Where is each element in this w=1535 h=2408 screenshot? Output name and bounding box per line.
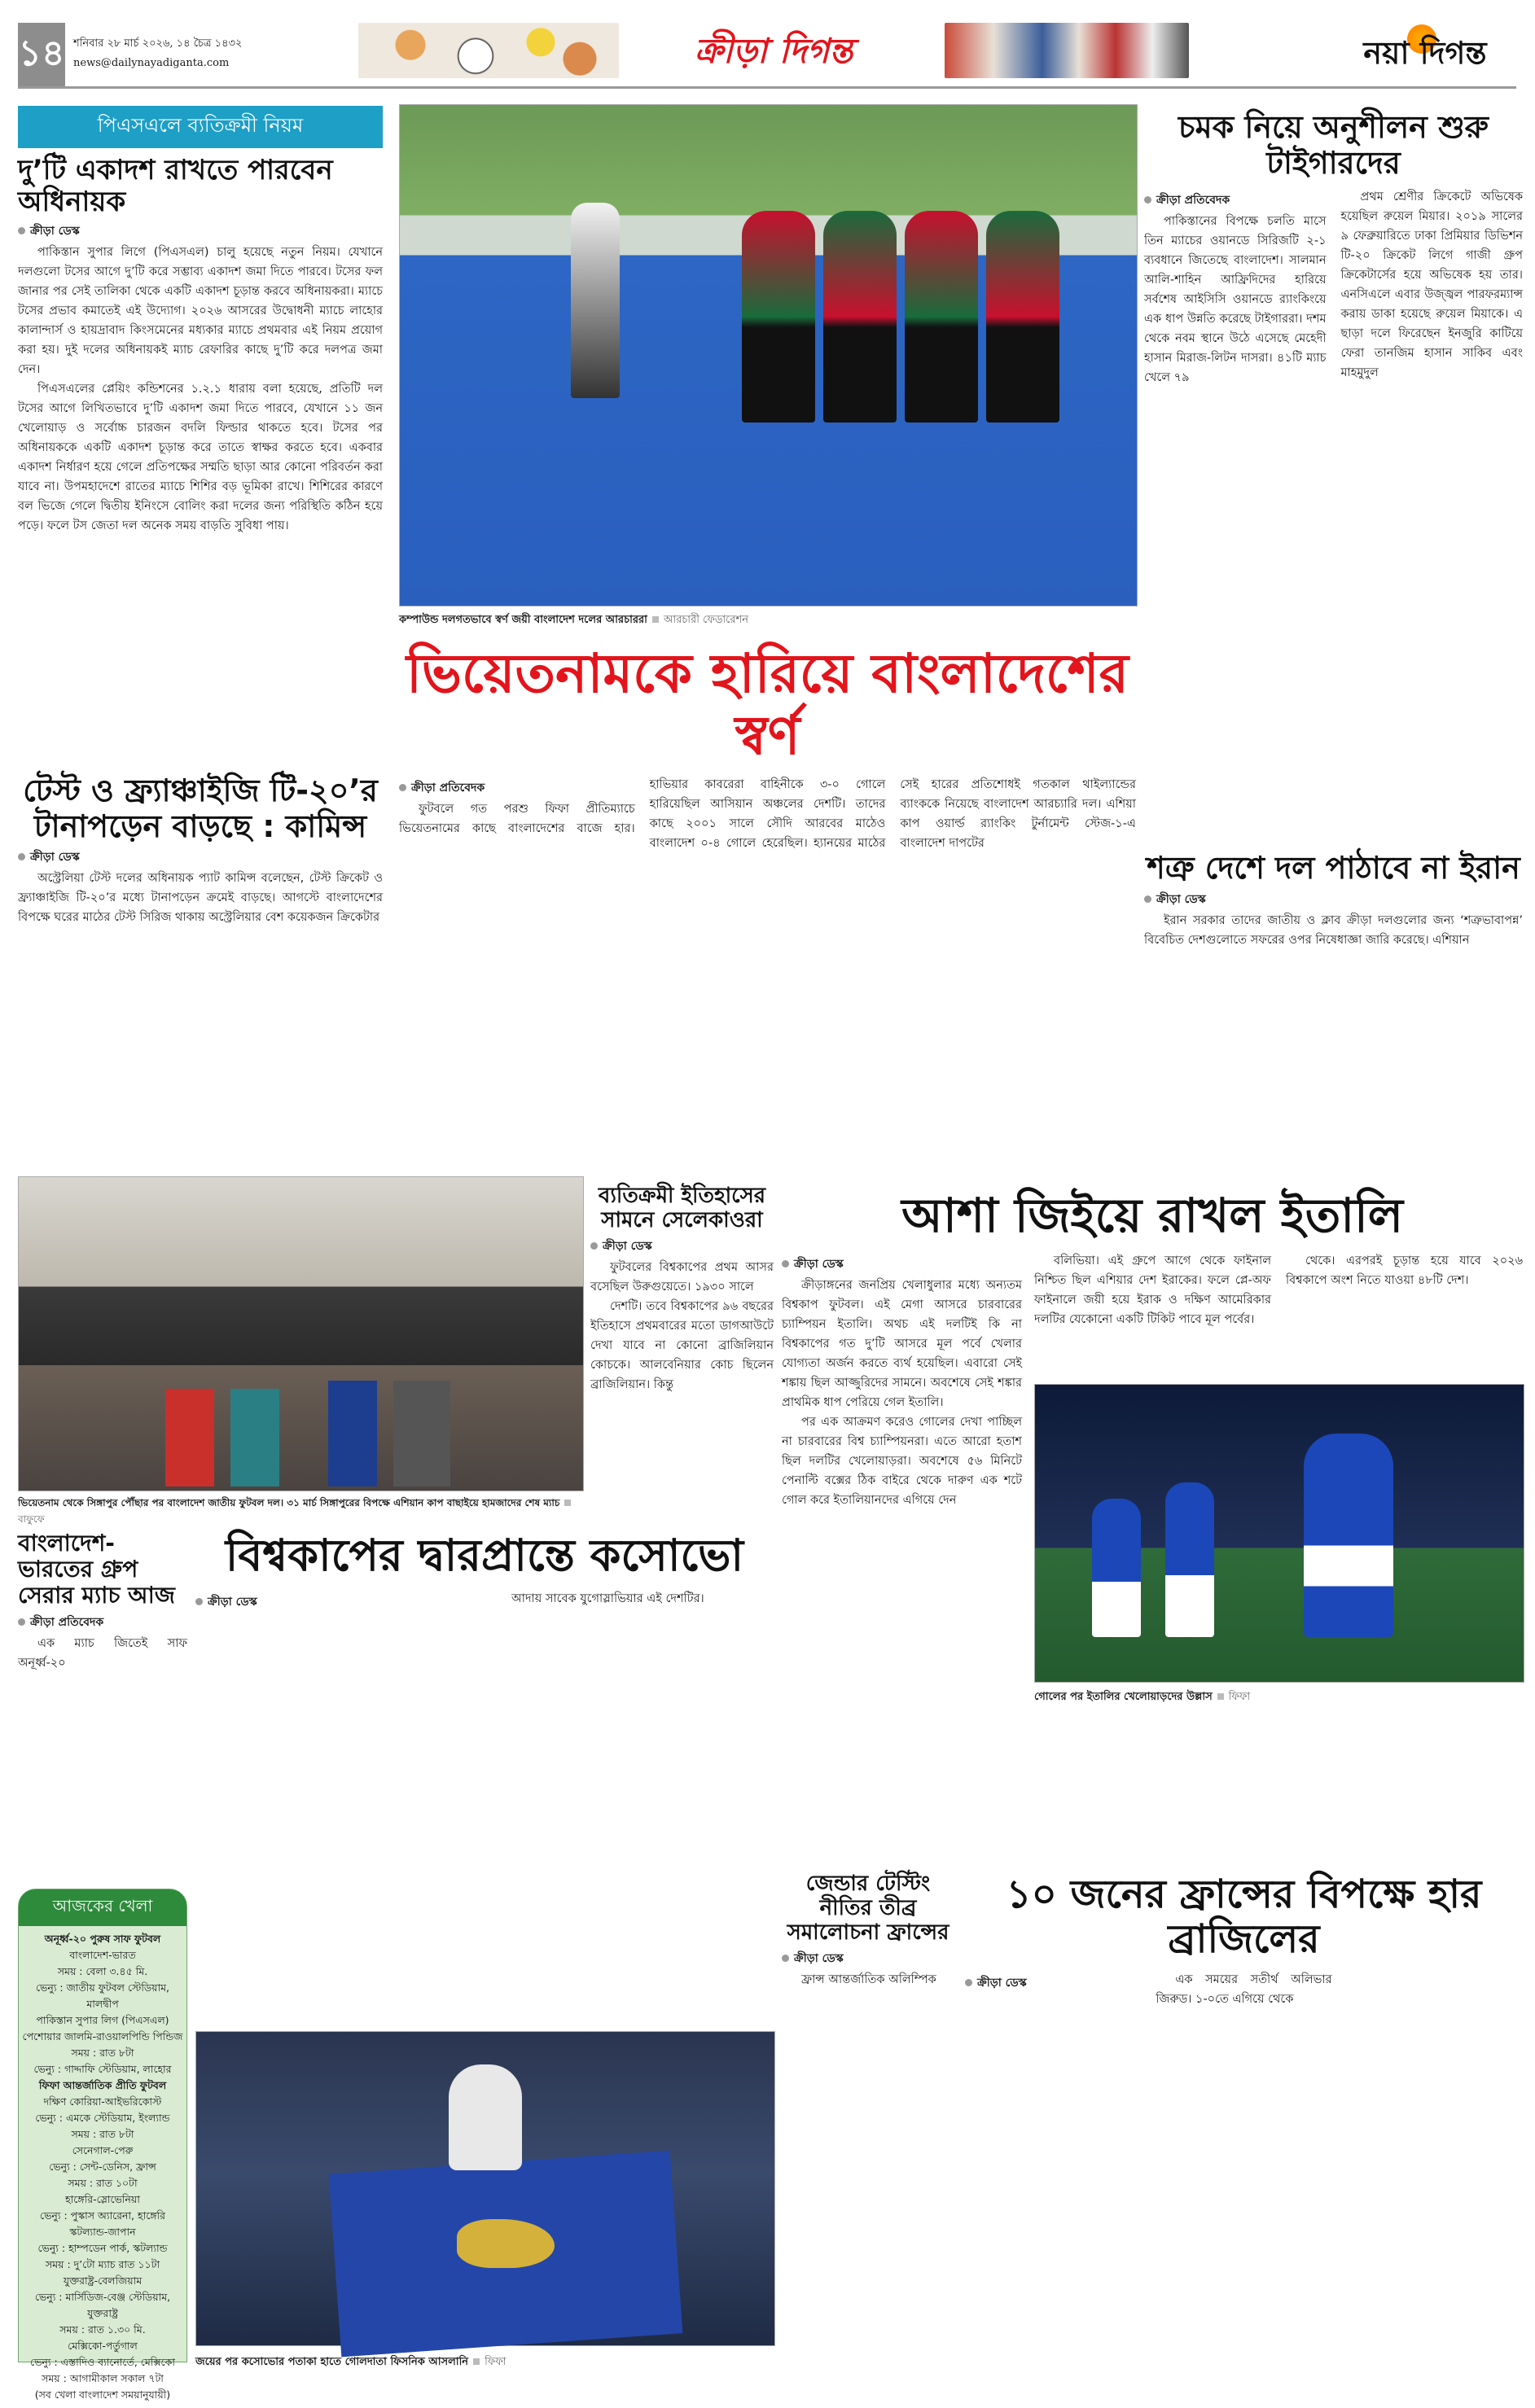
article-bd-india bbox=[18, 1530, 187, 1673]
italy-celebration-photo bbox=[1034, 1384, 1524, 1683]
schedule-line: বাংলাদেশ-ভারত bbox=[69, 1949, 136, 1961]
paragraph: ক্রীড়াঙ্গনের জনপ্রিয় খেলাধুলার মধ্যে অন্যতম বিশ্বকাপ ফুটবল। এই মেগা আসরে চারবারের চ্যাম্পিয়ন ইতালি। অথচ এই দলটিই কি না বিশ্বকাপের গত দু’টি আসরে মূল পর্বে খেলার যোগ্যতা অর্জন করতে ব্যর্থ হয়েছিল। এবারো সেই শঙ্কায় ছিল আজ্জুরিদের সামনে। অবশেষে সেই শঙ্কার প্রাথমিক ধাপ পেরিয়ে গেল ইতালি। bbox=[782, 1278, 1022, 1409]
schedule-title: আজকের খেলা bbox=[19, 1889, 186, 1926]
schedule-line: সময় : রাত ১.৩০ মি. bbox=[59, 2323, 146, 2336]
headline: বিশ্বকাপের দ্বারপ্রান্তে কসোভো bbox=[225, 1530, 744, 1581]
article-brazil bbox=[965, 1872, 1523, 2009]
paragraph: পিএসএলের প্লেয়িং কন্ডিশনের ১.২.১ ধারায় বলা হয়েছে, প্রতিটি দল টসের আগে লিখিতভাবে দু’টি একাদশ জমা দিতে পারবে, যেখানে ১১ জন খেলোয়াড় ও সর্বোচ্চ চারজন বদলি ফিল্ডার থাকতে হবে। টসের পর অধিনায়ককে একটি একাদশ চূড়ান্ত করে তাতে স্বাক্ষর করতে হবে। একবার একাদশ নির্ধারণ হয়ে গেলে প্রতিপক্ষের সম্মতি ছাড়া আর কোনো পরিবর্তন করা যাবে না। উপমহাদেশে রাতের ম্যাচে শিশির বড় ভূমিকা রাখে। শিশিরের কারণে বল ভিজে গেলে দ্বিতীয় ইনিংসে বোলিং করা দলের জন্য পরিস্থিতি কঠিন হয়ে পড়ে। ফলে টস জেতা দল অনেক সময় বাড়তি সুবিধা পায়। bbox=[18, 383, 383, 533]
headline: বাংলাদেশ-ভারতের গ্রুপ সেরার ম্যাচ আজ bbox=[18, 1530, 175, 1609]
photo-caption: জয়ের পর কসোভোর পতাকা হাতে গোলদাতা ফিসনিক আসলানি ফিফা bbox=[195, 2356, 507, 2368]
article-body bbox=[782, 1251, 1022, 1510]
page-number: ১৪ bbox=[18, 23, 65, 88]
schedule-line: ভেন্যু : জাতীয় ফুটবল স্টেডিয়াম, মালদ্বীপ bbox=[35, 1981, 170, 2010]
paragraph: পাকিস্তান সুপার লিগে (পিএসএল) চালু হয়েছে নতুন নিয়ম। যেখানে দলগুলো টসের আগে দু’টি করে সম্ভাব্য একাদশ জমা দিতে পারবে। টসের ফল জানার পর সেই তালিকা থেকে একটি একাদশ চূড়ান্ত করবে অধিনায়করা। ম্যাচে টসের প্রভাব কমাতেই এই উদ্যোগ। ২০২৬ আসরের উদ্বোধনী ম্যাচে লাহোর কালান্দার্স ও হায়দ্রাবাদ কিংসমেনের মধ্যকার ম্যাচে প্রথমবার এই নিয়ম প্রয়োগ করা হয়। দুই দলের অধিনায়কই ম্যাচ রেফারির কাছে দু’টি করে দলপত্র জমা দেন। bbox=[18, 246, 383, 377]
paragraph: ইরান সরকার তাদের জাতীয় ও ক্লাব ক্রীড়া দলগুলোর জন্য ‘শত্রুভাবাপন্ন’ বিবেচিত দেশগুলোতে সফরের ওপর নিষেধাজ্ঞা জারি করেছে। এশিয়ান bbox=[1144, 913, 1523, 947]
headline: টেস্ট ও ফ্র্যাঞ্চাইজি টি-২০’র টানাপড়েন বাড়ছে : কামিন্স bbox=[23, 773, 378, 844]
todays-games-box bbox=[18, 1889, 187, 2401]
contact-email[interactable]: news@dailynayadiganta.com bbox=[73, 57, 230, 69]
headline: চমক নিয়ে অনুশীলন শুরু টাইগারদের bbox=[1178, 109, 1489, 181]
schedule-line: সেনেগাল-পেরু bbox=[72, 2144, 134, 2156]
article-body-cont bbox=[1034, 1251, 1523, 1329]
dateline bbox=[73, 34, 242, 73]
article-body bbox=[1144, 187, 1523, 387]
photo-caption: ভিয়েতনাম থেকে সিঙ্গাপুর পৌঁছার পর বাংলাদেশ জাতীয় ফুটবল দল। ৩১ মার্চ সিঙ্গাপুরের বিপক্ষে এশিয়ান কাপ বাছাইয়ে হামজাদের শেষ ম্যাচবাফুফে bbox=[18, 1496, 582, 1529]
schedule-line: হাঙ্গেরি-স্লোভেনিয়া bbox=[65, 2193, 140, 2205]
schedule-line: অনূর্ধ্ব-২০ পুরুষ সাফ ফুটবল bbox=[44, 1933, 161, 1945]
photo-caption: কম্পাউন্ড দলগতভাবে স্বর্ণ জয়ী বাংলাদেশ দলের আরচাররা আরচারী ফেডারেশন bbox=[399, 614, 748, 626]
article-body bbox=[1144, 911, 1523, 950]
article-body bbox=[18, 243, 383, 536]
headline: আশা জিইয়ে রাখল ইতালি bbox=[901, 1188, 1403, 1243]
article-psl bbox=[18, 106, 383, 536]
paragraph: বলিভিয়া। এই গ্রুপে আগে থেকে ফাইনাল নিশ্চিত ছিল এশিয়ার দেশ ইরাকের। ফলে প্লে-অফ ফাইনালে জয়ী হয়ে ইরাক ও দক্ষিণ আমেরিকার দলটির যেকোনো একটি টিকিট পাবে মূল পর্বের। bbox=[1034, 1254, 1271, 1326]
schedule-line: যুক্তরাষ্ট্র-বেলজিয়াম bbox=[63, 2274, 143, 2287]
article-body bbox=[18, 869, 383, 927]
paragraph: এক সময়ের সতীর্থ অলিভার জিরুড। ১-০তে এগিয়ে থেকে bbox=[1156, 1973, 1332, 2007]
byline: ক্রীড়া ডেস্ক bbox=[782, 1949, 954, 1968]
schedule-line: মেক্সিকো-পর্তুগাল bbox=[68, 2340, 138, 2352]
article-gender bbox=[782, 1872, 954, 1990]
schedule-line: সময় : রাত ৮টা bbox=[71, 2128, 134, 2140]
article-iran bbox=[1144, 851, 1523, 950]
article-body bbox=[965, 1970, 1523, 2009]
paragraph: থেকে। এরপরই চূড়ান্ত হয়ে যাবে ২০২৬ বিশ্বকাপে অংশ নিতে যাওয়া ৪৮টি দেশ। bbox=[1286, 1254, 1523, 1287]
schedule-line: পাকিস্তান সুপার লিগ (পিএসএল) bbox=[36, 2014, 169, 2026]
schedule-line: সময় : বেলা ৩.৪৫ মি. bbox=[57, 1965, 148, 1977]
archery-team-photo bbox=[399, 104, 1138, 606]
schedule-line: (সব খেলা বাংলাদেশ সময়ানুযায়ী) bbox=[34, 2388, 171, 2401]
article-kosovo bbox=[195, 1530, 774, 1612]
byline: ক্রীড়া ডেস্ক bbox=[18, 847, 383, 867]
paragraph: এক ম্যাচ জিতেই সাফ অনূর্ধ্ব-২০ bbox=[18, 1636, 187, 1670]
headline: জেন্ডার টেস্টিং নীতির তীব্র সমালোচনা ফ্রান্সের bbox=[787, 1872, 950, 1945]
byline: ক্রীড়া প্রতিবেদক bbox=[18, 1613, 187, 1632]
schedule-line: সময় : রাত ৮টা bbox=[71, 2047, 134, 2059]
schedule-line: ভেন্যু : মার্সিডিজ-বেঞ্জ স্টেডিয়াম, যুক্তরাষ্ট্র bbox=[34, 2291, 171, 2319]
schedule-line: সময় : দু’টো ম্যাচ রাত ১১টা bbox=[45, 2258, 160, 2270]
paragraph: ফুটবলে গত পরশু ফিফা প্রীতিম্যাচে ভিয়েতনামের কাছে বাংলাদেশের বাজে হার। হাভিয়ার কাবরেরা বাহিনীকে ৩-০ গোলে হারিয়েছিল আসিয়ান অঞ্চলের দেশটি। তাদের কাছে ২০০১ সালে সৌদি আরবের মাঠেও বাংলাদেশ ০-৪ গোলে হেরেছিল। হ্যানয়ের মাঠের সেই হারের প্রতিশোধই গতকাল থাইল্যান্ডের ব্যাংককে নিয়েছে বাংলাদেশ আরচ্যারি দল। এশিয়া কাপ ওয়ার্ল্ড র‍্যাংকিং টুর্নামেন্ট স্টেজ-১-এ বাংলাদেশ দাপটের bbox=[399, 777, 1136, 850]
athletes-collage-image bbox=[945, 23, 1189, 78]
headline: শত্রু দেশে দল পাঠাবে না ইরান bbox=[1147, 850, 1520, 886]
paragraph: দেশটি। তবে বিশ্বকাপের ৯৬ বছরের ইতিহাসে প্রথমবারের মতো ডাগআউটে দেখা যাবে না কোনো ব্রাজিলিয়ান কোচকে। আলবেনিয়ার কোচ ছিলেন ব্রাজিলিয়ান। কিন্তু bbox=[590, 1299, 774, 1391]
schedule-line: ফিফা আন্তর্জাতিক প্রীতি ফুটবল bbox=[38, 2079, 167, 2091]
paragraph: ফুটবলের বিশ্বকাপের প্রথম আসর বসেছিল উরুগুয়েতে। ১৯৩০ সালে bbox=[590, 1260, 774, 1294]
paragraph: অস্ট্রেলিয়া টেস্ট দলের অধিনায়ক প্যাট কামিন্স বলেছেন, টেস্ট ক্রিকেট ও ফ্র্যাঞ্চাইজি টি-২০’র মধ্যে টানাপড়েন ক্রমেই বাড়ছে। আগস্টে বাংলাদেশের বিপক্ষে ঘরের মাঠের টেস্ট সিরিজ থাকায় অস্ট্রেলিয়ার বেশ কয়েকজন ক্রিকেটার bbox=[18, 872, 383, 925]
schedule-line: সময় : আগামীকাল সকাল ৭টা bbox=[42, 2372, 164, 2384]
article-archery bbox=[399, 643, 1136, 1133]
schedule-line: দক্ষিণ কোরিয়া-আইভরিকোস্ট bbox=[43, 2095, 162, 2108]
paragraph: প্রথম শ্রেণীর ক্রিকেটে অভিষেক হয়েছিল রুয়েল মিয়ার। ২০১৯ সালের ৯ ফেব্রুয়ারিতে ঢাকা প্রিমিয়ার ডিভিশন টি-২০ ক্রিকেট লিগে গাজী গ্রুপ ক্রিকেটার্সের হয়ে অভিষেক হয় তার। এনসিএলে এবার উজ্জ্বল পারফরম্যান্স করায় ডাকা হয়েছে রুয়েল মিয়াকে। এ ছাড়া দলে ফিরেছেন ইনজুরি কাটিয়ে ফেরা তানজিম হাসান সাকিব এবং মাহমুদুল bbox=[1340, 190, 1523, 380]
article-cummins bbox=[18, 773, 383, 927]
paragraph: আদায় সাবেক যুগোস্লাভিয়ার এই দেশটির। bbox=[511, 1592, 704, 1606]
byline: ক্রীড়া প্রতিবেদক bbox=[1144, 190, 1327, 210]
schedule-line: ভেন্যু : সেন্ট-ডেনিস, ফ্রান্স bbox=[49, 2161, 156, 2173]
schedule-line: ভেন্যু : গাদ্দাফি স্টেডিয়াম, লাহোর bbox=[33, 2063, 172, 2075]
schedule-line: পেশোয়ার জালমি-রাওয়ালপিন্ডি পিন্ডিজ bbox=[22, 2030, 183, 2042]
article-body bbox=[399, 775, 1136, 1133]
article-body bbox=[782, 1970, 954, 1990]
kosovo-flag-photo bbox=[195, 2031, 775, 2346]
photo-caption: গোলের পর ইতালির খেলোয়াড়দের উল্লাস ফিফা bbox=[1034, 1691, 1251, 1703]
schedule-line: ভেন্যু : এস্তাদিও ব্যানোর্তে, মেক্সিকো bbox=[30, 2356, 175, 2368]
schedule-line: ভেন্যু : হাম্পডেন পার্ক, স্কটল্যান্ড bbox=[37, 2242, 168, 2254]
byline: ক্রীড়া ডেস্ক bbox=[965, 1973, 1141, 1993]
schedule-line: ভেন্যু : এমকে স্টেডিয়াম, ইংল্যান্ড bbox=[35, 2112, 170, 2124]
schedule-line: ভেন্যু : পুস্কাস অ্যারেনা, হাঙ্গেরি bbox=[40, 2209, 165, 2222]
header-divider bbox=[18, 86, 1516, 89]
paragraph: পর এক আক্রমণ করেও গোলের দেখা পাচ্ছিল না চারবারের বিশ্ব চ্যাম্পিয়নরা। এতে আরো হতাশ ছিল দলটির খেলোয়াড়রা। অবশেষে ৫৬ মিনিটে পেনাল্টি বক্সের ঠিক বাইরে থেকে দারুণ এক শটে গোল করে ইতালিয়ানদের এগিয়ে দেন bbox=[782, 1415, 1022, 1507]
byline: ক্রীড়া ডেস্ক bbox=[195, 1592, 477, 1612]
article-body bbox=[195, 1589, 774, 1612]
article-tigers bbox=[1144, 110, 1523, 387]
article-body bbox=[590, 1258, 774, 1394]
byline: ক্রীড়া ডেস্ক bbox=[1144, 890, 1523, 909]
sports-balls-image bbox=[358, 23, 619, 78]
headline: ব্যতিক্রমী ইতিহাসের সামনে সেলেকাওরা bbox=[598, 1184, 766, 1232]
newspaper-logo[interactable] bbox=[1335, 24, 1515, 81]
article-body bbox=[18, 1634, 187, 1673]
byline: ক্রীড়া ডেস্ক bbox=[782, 1254, 1022, 1274]
section-title: ক্রীড়া দিগন্ত bbox=[694, 31, 853, 71]
byline: ক্রীড়া প্রতিবেদক bbox=[399, 778, 635, 798]
issue-date: শনিবার ২৮ মার্চ ২০২৬, ১৪ চৈত্র ১৪৩২ bbox=[73, 37, 243, 50]
schedule-line: স্কটল্যান্ড-জাপান bbox=[69, 2226, 136, 2238]
kicker: পিএসএলে ব্যতিক্রমী নিয়ম bbox=[18, 106, 383, 148]
main-headline: ভিয়েতনামকে হারিয়ে বাংলাদেশের স্বর্ণ bbox=[406, 642, 1129, 767]
byline: ক্রীড়া ডেস্ক bbox=[18, 221, 383, 241]
headline: দু’টি একাদশ রাখতে পারবেন অধিনায়ক bbox=[18, 154, 333, 219]
article-selecao bbox=[590, 1184, 774, 1394]
byline: ক্রীড়া ডেস্ক bbox=[590, 1237, 774, 1256]
headline: ১০ জনের ফ্রান্সের বিপক্ষে হার ব্রাজিলের bbox=[1006, 1872, 1482, 1963]
paragraph: ফ্রান্স আন্তর্জাতিক অলিম্পিক bbox=[801, 1972, 936, 1986]
logo-text: নয়া দিগন্ত bbox=[1363, 35, 1487, 71]
schedule-line: সময় : রাত ১০টা bbox=[68, 2177, 138, 2189]
paragraph: পাকিস্তানের বিপক্ষে চলতি মাসে তিন ম্যাচের ওয়ানডে সিরিজটি ২-১ ব্যবধানে জিতেছে বাংলাদেশ। সালমান আলি-শাহিন আফ্রিদিদের হারিয়ে সর্বশেষ আইসিসি ওয়ানডে র‍্যাংকিংয়ে এক ধাপ উন্নতি করেছে টাইগাররা। দশম থেকে নবম স্থানে উঠে এসেছে মেহেদী হাসান মিরাজ-লিটন দাসরা। ৪১টি ম্যাচ খেলে ৭৯ bbox=[1144, 215, 1327, 385]
football-team-airport-photo bbox=[18, 1176, 584, 1491]
